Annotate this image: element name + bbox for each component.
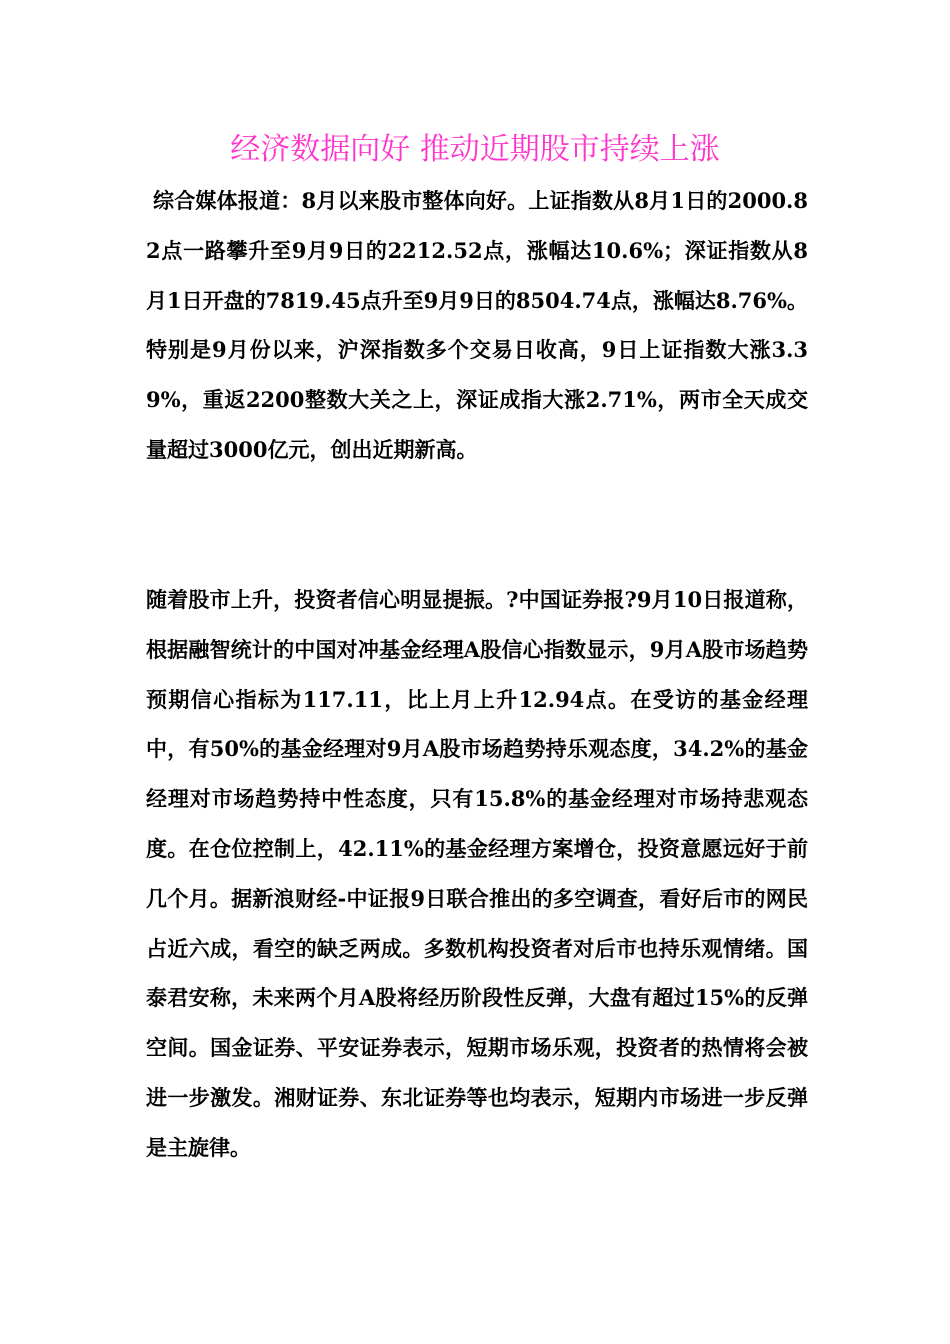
paragraph-market-overview: 综合媒体报道：8月以来股市整体向好。上证指数从8月1日的2000.82点一路攀升至9月9日的2212.52点，涨幅达10.6%；深证指数从8月1日开盘的7819.45点升至9月9日的8504.74点，涨幅达8.76%。特别是9月份以来，沪深指数多个交易日收高，9日上证指数大涨3.39%，重返2200整数大关之上，深证成指大涨2.71%，两市全天成交量超过3000亿元，创出近期新高。 <box>146 188 808 462</box>
paragraph-investor-confidence: 随着股市上升，投资者信心明显提振。?中国证券报?9月10日报道称，根据融智统计的中国对冲基金经理A股信心指数显示，9月A股市场趋势预期信心指标为117.11，比上月上升12.94点。在受访的基金经理中，有50%的基金经理对9月A股市场趋势持乐观态度，34.2%的基金经理对市场趋势持中性态度，只有15.8%的基金经理对市场持悲观态度。在仓位控制上，42.11%的基金经理方案增仓，投资意愿远好于前几个月。据新浪财经-中证报9日联合推出的多空调查，看好后市的网民占近六成，看空的缺乏两成。多数机构投资者对后市也持乐观情绪。国泰君安称，未来两个月A股将经历阶段性反弹，大盘有超过15%的反弹空间。国金证券、平安证券表示，短期市场乐观，投资者的热情将会被进一步激发。湘财证券、东北证券等也均表示，短期内市场进一步反弹是主旋律。 <box>146 587 808 1160</box>
article-title: 经济数据向好 推动近期股市持续上涨 <box>230 132 720 167</box>
